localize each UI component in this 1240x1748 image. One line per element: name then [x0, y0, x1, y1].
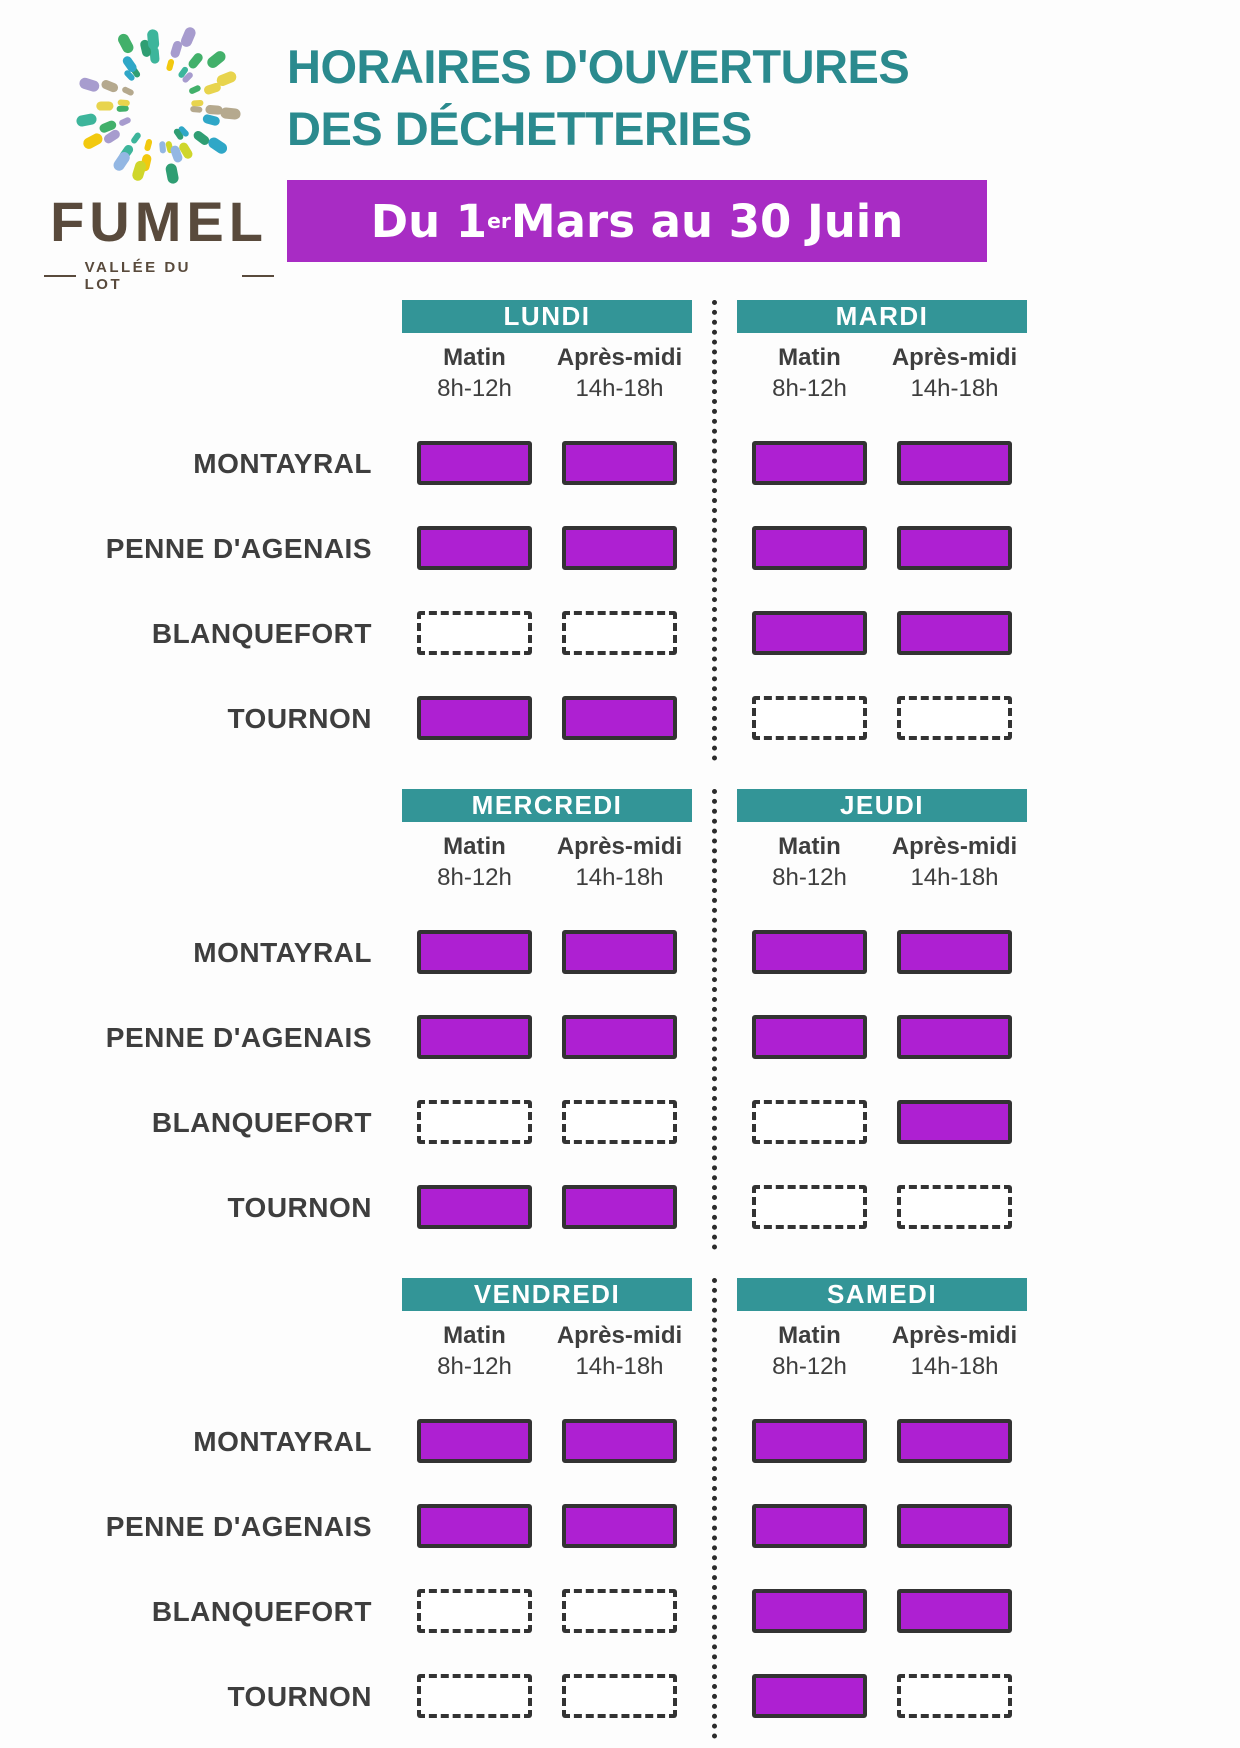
slot-closed [897, 1185, 1012, 1229]
schedule-row [402, 505, 692, 590]
slot-open [752, 1015, 867, 1059]
site-labels [12, 789, 402, 1250]
slot-open [752, 930, 867, 974]
panel-divider [692, 300, 737, 761]
slot-open [752, 1674, 867, 1718]
slot-open [897, 611, 1012, 655]
panel-divider [692, 789, 737, 1250]
slot-closed [562, 611, 677, 655]
slot-closed [752, 1185, 867, 1229]
slot-open [897, 930, 1012, 974]
schedule-row [402, 1483, 692, 1568]
site-label: MONTAYRAL [193, 1425, 372, 1457]
page-title-line2: DES DÉCHETTERIES [287, 102, 752, 155]
spacer [12, 1278, 402, 1399]
hours-morning: 8h-12h [437, 1353, 512, 1380]
day-header-bar [737, 1278, 1027, 1311]
schedule-row [737, 1398, 1027, 1483]
slot-open [417, 1504, 532, 1548]
logo-subtitle-dash [242, 275, 274, 277]
schedule-row [402, 1398, 692, 1483]
slot-open [752, 1419, 867, 1463]
schedule-row [402, 420, 692, 505]
slot-closed [752, 696, 867, 740]
slot-closed [752, 1100, 867, 1144]
hours-afternoon: 14h-18h [575, 1353, 664, 1380]
header [0, 0, 1240, 293]
banner-text-suffix: Mars au 30 Juin [510, 194, 904, 248]
slot-closed [562, 1674, 677, 1718]
day-panel [402, 1278, 692, 1739]
schedule-row [737, 505, 1027, 590]
column-label-afternoon: Après-midi [891, 1322, 1018, 1349]
day-panel [737, 1278, 1027, 1739]
spacer [12, 300, 402, 421]
slot-open [752, 1589, 867, 1633]
schedule [0, 300, 1240, 1739]
day-header-bar [402, 300, 692, 333]
day-header-bar [737, 789, 1027, 822]
hours-labels [737, 863, 1027, 897]
day-panel [737, 300, 1027, 761]
slot-open [417, 696, 532, 740]
hours-morning: 8h-12h [437, 375, 512, 402]
slot-open [752, 526, 867, 570]
title-block [287, 36, 987, 262]
column-labels [737, 342, 1027, 374]
schedule-row [737, 1079, 1027, 1164]
slot-open [562, 1504, 677, 1548]
site-label: BLANQUEFORT [151, 617, 372, 649]
column-labels [402, 342, 692, 374]
slot-open [897, 1100, 1012, 1144]
slot-open [562, 526, 677, 570]
day-panel [737, 789, 1027, 1250]
schedule-row [402, 994, 692, 1079]
hours-afternoon: 14h-18h [910, 864, 999, 891]
schedule-row [737, 1164, 1027, 1249]
day-header-label: MARDI [835, 301, 929, 331]
column-label-morning: Matin [443, 344, 506, 371]
column-labels [737, 831, 1027, 863]
slot-closed [417, 1589, 532, 1633]
day-panel [402, 300, 692, 761]
site-label: BLANQUEFORT [151, 1106, 372, 1138]
slot-closed [417, 611, 532, 655]
schedule-row [402, 1164, 692, 1249]
slot-open [897, 1504, 1012, 1548]
slot-open [752, 1504, 867, 1548]
spacer [12, 789, 402, 910]
hours-morning: 8h-12h [437, 864, 512, 891]
slot-open [897, 1419, 1012, 1463]
slot-open [897, 1589, 1012, 1633]
hours-afternoon: 14h-18h [575, 864, 664, 891]
schedule-row [737, 675, 1027, 760]
slot-open [562, 1419, 677, 1463]
site-label: TOURNON [227, 1191, 372, 1223]
slot-open [417, 526, 532, 570]
logo-subtitle-dash [44, 275, 76, 277]
column-label-morning: Matin [443, 833, 506, 860]
schedule-row [402, 1568, 692, 1653]
logo [44, 20, 274, 293]
day-header-label: SAMEDI [826, 1279, 938, 1309]
slot-closed [417, 1100, 532, 1144]
slot-open [897, 441, 1012, 485]
hours-morning: 8h-12h [772, 1353, 847, 1380]
site-label: PENNE D'AGENAIS [105, 1510, 372, 1542]
column-label-morning: Matin [778, 344, 841, 371]
slot-open [562, 1185, 677, 1229]
dotted-line [712, 300, 717, 761]
logo-burst-icon [73, 20, 245, 192]
dotted-line [712, 789, 717, 1250]
site-labels [12, 300, 402, 761]
day-header-bar [402, 1278, 692, 1311]
hours-afternoon: 14h-18h [910, 1353, 999, 1380]
day-header-label: JEUDI [839, 790, 925, 820]
hours-labels [402, 863, 692, 897]
schedule-row [737, 1568, 1027, 1653]
site-labels [12, 1278, 402, 1739]
column-label-afternoon: Après-midi [891, 344, 1018, 371]
hours-morning: 8h-12h [772, 864, 847, 891]
slot-open [562, 441, 677, 485]
schedule-row [737, 909, 1027, 994]
slot-closed [897, 696, 1012, 740]
day-band [12, 789, 1240, 1250]
day-header-label: LUNDI [503, 301, 591, 331]
page-title-line1: HORAIRES D'OUVERTURES [287, 40, 910, 93]
site-label: TOURNON [227, 702, 372, 734]
column-label-morning: Matin [778, 833, 841, 860]
slot-closed [897, 1674, 1012, 1718]
slot-open [897, 526, 1012, 570]
column-labels [402, 1320, 692, 1352]
hours-labels [402, 1352, 692, 1386]
logo-subtitle [44, 259, 274, 293]
day-panel [402, 789, 692, 1250]
site-label: BLANQUEFORT [151, 1595, 372, 1627]
schedule-row [402, 909, 692, 994]
slot-open [417, 1419, 532, 1463]
slot-open [752, 611, 867, 655]
hours-labels [737, 374, 1027, 408]
site-label: MONTAYRAL [193, 447, 372, 479]
schedule-row [402, 1653, 692, 1738]
column-label-morning: Matin [443, 1322, 506, 1349]
slot-open [562, 1015, 677, 1059]
slot-open [752, 441, 867, 485]
column-label-afternoon: Après-midi [891, 833, 1018, 860]
schedule-row [402, 590, 692, 675]
schedule-row [402, 1079, 692, 1164]
schedule-row [737, 1483, 1027, 1568]
date-range-banner: Du 1 er Mars au 30 Juin [287, 180, 987, 262]
column-label-afternoon: Après-midi [556, 1322, 683, 1349]
hours-afternoon: 14h-18h [910, 375, 999, 402]
day-band [12, 1278, 1240, 1739]
column-label-morning: Matin [778, 1322, 841, 1349]
panel-divider [692, 1278, 737, 1739]
slot-open [417, 441, 532, 485]
slot-closed [562, 1100, 677, 1144]
site-label: PENNE D'AGENAIS [105, 532, 372, 564]
day-header-label: VENDREDI [473, 1279, 621, 1309]
site-label: TOURNON [227, 1680, 372, 1712]
schedule-row [737, 1653, 1027, 1738]
column-labels [737, 1320, 1027, 1352]
dotted-line [712, 1278, 717, 1739]
logo-subtitle-text: VALLÉE DU LOT [84, 259, 192, 293]
slot-closed [417, 1674, 532, 1718]
day-band [12, 300, 1240, 761]
slot-open [417, 1185, 532, 1229]
hours-afternoon: 14h-18h [575, 375, 664, 402]
column-label-afternoon: Après-midi [556, 344, 683, 371]
schedule-row [737, 420, 1027, 505]
column-labels [402, 831, 692, 863]
slot-open [562, 696, 677, 740]
logo-wordmark: FUMEL [50, 190, 268, 253]
column-label-afternoon: Après-midi [556, 833, 683, 860]
slot-open [897, 1015, 1012, 1059]
slot-open [417, 1015, 532, 1059]
day-header-label: MERCREDI [471, 790, 623, 820]
schedule-row [737, 994, 1027, 1079]
slot-open [417, 930, 532, 974]
hours-labels [737, 1352, 1027, 1386]
schedule-row [737, 590, 1027, 675]
slot-open [562, 930, 677, 974]
day-header-bar [402, 789, 692, 822]
banner-text-prefix: Du 1 [370, 194, 488, 248]
schedule-row [402, 675, 692, 760]
day-header-bar [737, 300, 1027, 333]
hours-morning: 8h-12h [772, 375, 847, 402]
site-label: PENNE D'AGENAIS [105, 1021, 372, 1053]
site-label: MONTAYRAL [193, 936, 372, 968]
slot-closed [562, 1589, 677, 1633]
hours-labels [402, 374, 692, 408]
